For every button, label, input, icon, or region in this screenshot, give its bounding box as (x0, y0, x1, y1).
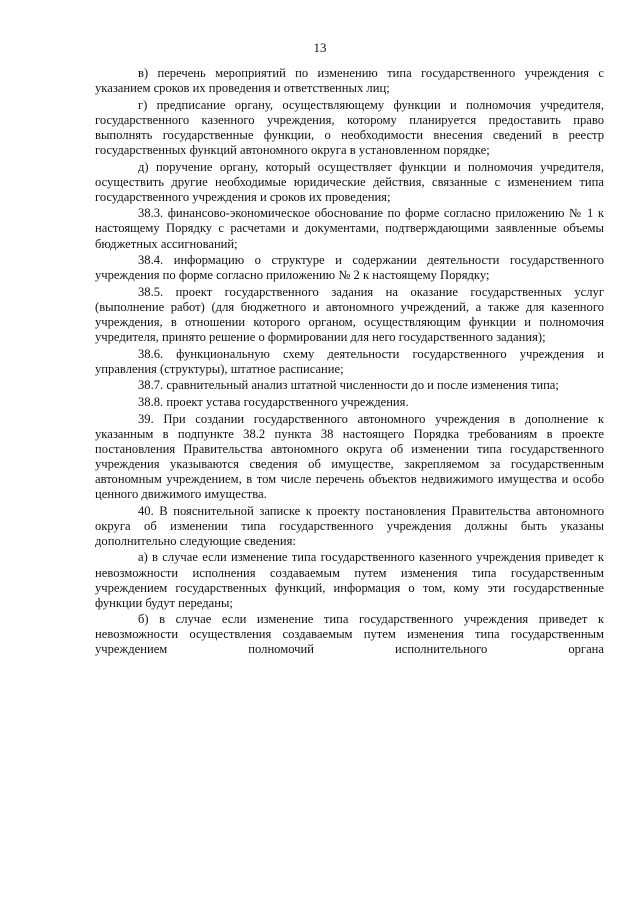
paragraph-3-2-v: в) перечень мероприятий по изменению типа государственного учреждения с указанием сроков их проведения и ответственных лиц; (95, 66, 604, 96)
page-number: 13 (313, 40, 327, 55)
paragraph-40-a: а) в случае если изменение типа государственного казенного учреждения приведет к невозможности исполнения создаваемым путем изменения типа государственным учреждением государственных функций, информация о том, кому эти государственные функции будут переданы; (95, 550, 604, 610)
paragraph-38-5: 38.5. проект государственного задания на оказание государственных услуг (выполнение работ) (для бюджетного и автономного учреждений, а также для казенного учреждения, в отношении которого органом, осуществляющим функции и полномочия учредителя, принято решение о формировании для него государственного задания); (95, 284, 604, 345)
paragraph-38-6: 38.6. функциональную схему деятельности государственного учреждения и управления (структуры), штатное расписание; (95, 346, 604, 376)
paragraph-3-2-d: д) поручение органу, который осуществляет функции и полномочия учредителя, осуществить другие необходимые юридические действия, связанные с изменением типа государственного учреждения и сроков их проведения; (95, 159, 604, 204)
paragraph-3-2-g: г) предписание органу, осуществляющему функции и полномочия учредителя, государственного казенного учреждения, которому планируется предоставить право выполнять государственные функции, о необходимости внесения сведений в реестр государственных функций автономного округа в установленном порядке; (95, 97, 604, 157)
paragraph-40: 40. В пояснительной записке к проекту постановления Правительства автономного округа об изменении типа государственного учреждения должны быть указаны дополнительно следующие сведения: (95, 503, 604, 548)
paragraph-39: 39. При создании государственного автономного учреждения в дополнение к указанным в подпункте 38.2 пункта 38 настоящего Порядка требованиям в проекте постановления Правительства автономного округа об изменении типа государственного учреждения указываются сведения об имуществе, закрепляемом за государственным автономным учреждением, в том числе перечень объектов недвижимого имущества и особо ценного движимого имущества. (95, 411, 604, 502)
paragraph-38-4: 38.4. информацию о структуре и содержании деятельности государственного учреждения по форме согласно приложению № 2 к настоящему Порядку; (95, 253, 604, 283)
paragraph-38-7: 38.7. сравнительный анализ штатной численности до и после изменения типа; (138, 378, 559, 393)
paragraph-38-3: 38.3. финансово-экономическое обоснование по форме согласно приложению № 1 к настоящему Порядку с расчетами и документами, подтверждающими заявленные объемы бюджетных ассигнований; (95, 206, 604, 251)
document-body (95, 66, 604, 659)
paragraph-40-b: б) в случае если изменение типа государственного учреждения приведет к невозможности осуществления создаваемым путем изменения типа государственным учреждением полномочий исполнительного органа (95, 612, 604, 657)
paragraph-38-8: 38.8. проект устава государственного учреждения. (138, 394, 409, 409)
